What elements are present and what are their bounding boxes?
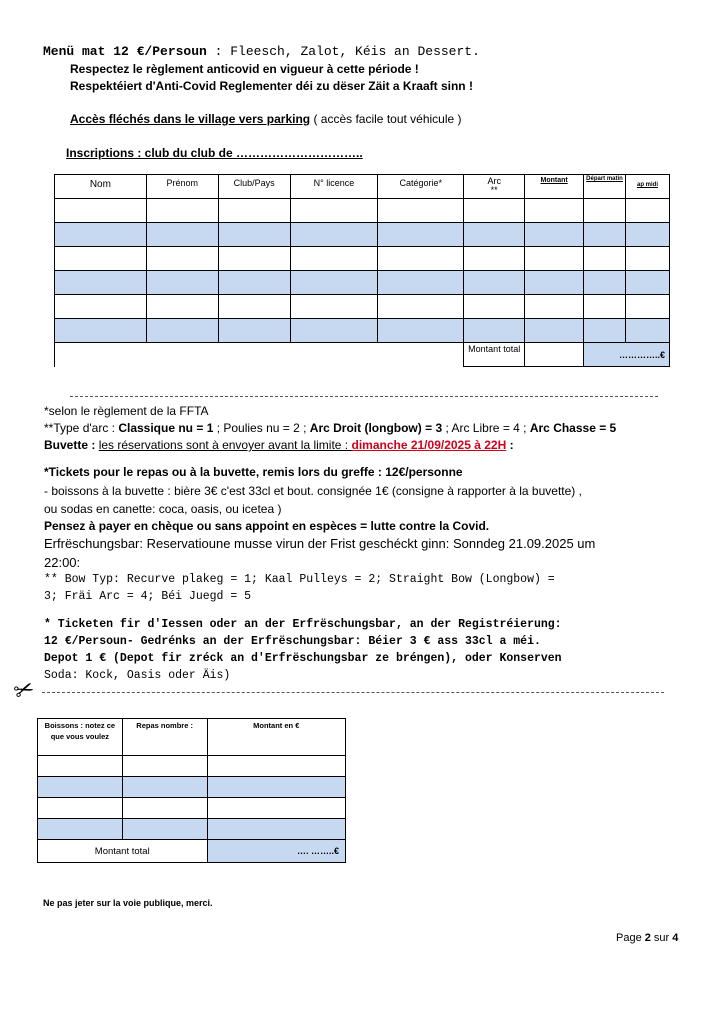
note-type-arc [44, 421, 616, 435]
page-prefix: Page [616, 932, 645, 944]
note-bow-2: 3; Fräi Arc = 4; Béi Juegd = 5 [44, 590, 252, 603]
buvette-label: Buvette : [44, 438, 99, 452]
col-licence: N° licence [290, 175, 378, 199]
table-row[interactable] [55, 295, 670, 319]
table-row[interactable] [38, 798, 346, 819]
type-prefix: **Type d'arc : [44, 421, 119, 435]
order-header-row [38, 719, 346, 756]
note-lu-3: Depot 1 € (Depot fir zréck an d'Erfrëschungsbar ze bréngen), oder Konserven [44, 652, 562, 665]
note-boissons-2: ou sodas en canette: coca, oasis, ou icetea ) [44, 502, 282, 516]
order-total-label: Montant total [38, 840, 208, 863]
total-value[interactable]: …………..€ [584, 343, 670, 367]
table-row[interactable] [55, 199, 670, 223]
note-payer: Pensez à payer en chèque ou sans appoint en espèces = lutte contre la Covid. [44, 519, 490, 533]
access-note: ( accès facile tout véhicule ) [310, 112, 462, 126]
buvette-date: dimanche 21/09/2025 à 22H [351, 438, 507, 452]
type-classique: Classique nu = 1 [118, 421, 214, 435]
note-lu-2: 12 €/Persoun- Gedrénks an der Erfrëschungsbar: Béier 3 € ass 33cl a méi. [44, 635, 541, 648]
col-repas: Repas nombre : [122, 719, 207, 756]
table-row[interactable] [55, 319, 670, 343]
total-label: Montant total [464, 343, 525, 367]
access-label: Accès fléchés dans le village vers parking [70, 112, 311, 126]
col-boissons: Boissons : notez ce que vous voulez [38, 719, 123, 756]
type-poulies: ; Poulies nu = 2 ; [213, 421, 310, 435]
order-total-value[interactable]: …. ……..€ [207, 840, 346, 863]
note-lu-1: * Ticketen fir d'Iessen oder an der Erfrëschungsbar, an der Registréierung: [44, 618, 562, 631]
table-row[interactable] [55, 247, 670, 271]
total-montant-cell[interactable] [525, 343, 584, 367]
note-boissons-1: - boissons à la buvette : bière 3€ c'est 33cl et bout. consignée 1€ (consigne à rapporter à la buvette) , [44, 484, 582, 498]
menu-items: : Fleesch, Zalot, Kéis an Dessert. [206, 44, 480, 59]
divider [70, 396, 658, 397]
table-total-row [55, 343, 670, 367]
note-lu-4: Soda: Kock, Oasis oder Äis) [44, 669, 231, 682]
note-tickets: *Tickets pour le repas ou à la buvette, remis lors du greffe : 12€/personne [44, 465, 463, 479]
menu-line [43, 44, 480, 59]
menu-title: Menü mat 12 €/Persoun [43, 44, 207, 59]
page-mid: sur [650, 932, 673, 944]
table-header-row [55, 175, 670, 199]
buvette-text: les réservations sont à envoyer avant la limite : [98, 438, 352, 452]
footer-note: Ne pas jeter sur la voie publique, merci. [43, 898, 213, 908]
registration-table [54, 174, 670, 367]
col-categorie: Catégorie* [378, 175, 464, 199]
cut-line [42, 692, 664, 693]
table-row[interactable] [38, 756, 346, 777]
col-montant: Montant [525, 175, 584, 199]
page-num: 2 [644, 932, 651, 944]
scissors-icon: ✂ [9, 673, 39, 707]
col-ap-midi: ap midi [625, 175, 669, 199]
inscriptions-label: Inscriptions : club du club de ………………………….. [66, 146, 363, 160]
anticovid-fr: Respectez le règlement anticovid en vigueur à cette période ! [70, 62, 419, 76]
page-total: 4 [672, 932, 679, 944]
table-row[interactable] [55, 271, 670, 295]
table-row[interactable] [55, 223, 670, 247]
anticovid-lu: Respektéiert d'Anti-Covid Reglementer déi zu dëser Zäit a Kraaft sinn ! [70, 79, 473, 93]
order-total-row [38, 840, 346, 863]
col-arc: Arc ** [464, 175, 525, 199]
col-nom: Nom [55, 175, 147, 199]
table-row[interactable] [38, 777, 346, 798]
col-prenom: Prénom [146, 175, 218, 199]
page-number [616, 932, 678, 944]
type-chasse: Arc Chasse = 5 [529, 421, 617, 435]
note-selon: *selon le règlement de la FFTA [44, 404, 209, 418]
col-club: Club/Pays [218, 175, 290, 199]
access-line [70, 112, 462, 126]
col-montant-euro: Montant en € [207, 719, 346, 756]
note-erfr-2: 22:00: [44, 555, 81, 570]
buvette-end: : [506, 438, 514, 452]
note-bow-1: ** Bow Typ: Recurve plakeg = 1; Kaal Pulleys = 2; Straight Bow (Longbow) = [44, 573, 555, 586]
table-row[interactable] [38, 819, 346, 840]
col-depart-matin: Départ matin [584, 175, 626, 199]
note-erfr-1: Erfrëschungsbar: Reservatioune musse virun der Frist geschéckt ginn: Sonndeg 21.09.2025 um [44, 536, 596, 551]
note-buvette [44, 438, 514, 452]
type-libre: ; Arc Libre = 4 ; [442, 421, 530, 435]
order-table [37, 718, 346, 863]
type-droit: Arc Droit (longbow) = 3 [309, 421, 443, 435]
